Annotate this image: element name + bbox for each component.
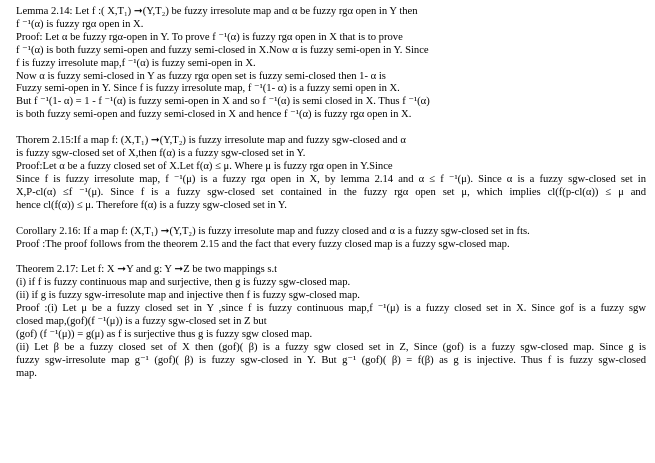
- theorem-2-17: [16, 264, 646, 380]
- corollary-2-16: [16, 226, 646, 252]
- theorem-2-15: [16, 135, 646, 212]
- lemma-2-14: [16, 6, 646, 122]
- theorem-line: hence cl(f(α)) ≤ μ. Therefore f(α) is a fuzzy sgw-closed set in Y.: [16, 199, 287, 211]
- lemma-line: But f ⁻¹(1- α) = 1 - f ⁻¹(α) is fuzzy semi-open in X and so f ⁻¹(α) is semi closed in X. Thus f ⁻¹(α): [16, 96, 430, 108]
- corollary-line: Proof :The proof follows from the theorem 2.15 and the fact that every fuzzy closed map is a fuzzy sgw-closed map.: [16, 238, 510, 250]
- theorem-line: X,P-cl(α) ≤f ⁻¹(μ). Since f is a fuzzy sgw-closed set contained in the fuzzy rgα open set μ, which implies cl(f(p-cl(α)) ≤ μ and: [16, 186, 646, 198]
- theorem-line: (ii) if g is fuzzy sgw-irresolute map and injective then f is fuzzy sgw-closed map.: [16, 290, 360, 302]
- theorem-line: map.: [16, 367, 37, 379]
- lemma-line: Now α is fuzzy semi-closed in Y as fuzzy rgα open set is fuzzy semi-closed then 1- α is: [16, 70, 386, 82]
- lemma-line: Fuzzy semi-open in Y. Since f is fuzzy irresolute map, f ⁻¹(1- α) is a fuzzy semi open in X.: [16, 83, 400, 95]
- theorem-line: Proof:Let α be a fuzzy closed set of X.Let f(α) ≤ μ. Where μ is fuzzy rgα open in Y.Since: [16, 160, 393, 172]
- theorem-line: closed map,(gof)(f ⁻¹(μ)) is a fuzzy sgw-closed set in Z but: [16, 316, 267, 328]
- lemma-line: Proof: Let α be fuzzy rgα-open in Y. To prove f ⁻¹(α) is fuzzy rgα open in X that is to prove: [16, 31, 403, 43]
- lemma-line: f ⁻¹(α) is fuzzy rgα open in X.: [16, 18, 144, 30]
- lemma-line: f ⁻¹(α) is both fuzzy semi-open and fuzzy semi-closed in X.Now α is fuzzy semi-open in Y. Since: [16, 44, 429, 56]
- theorem-line: fuzzy sgw-irresolute map g⁻¹ (gof)( β) is fuzzy sgw-closed in Y. But g⁻¹ (gof)( β) = f(β) as g is injective. Thus f is fuzzy sgw-closed: [16, 354, 646, 366]
- corollary-line: Corollary 2.16: If a map f: (X,T₁) ➞(Y,T₂) is fuzzy irresolute map and fuzzy closed and α is a fuzzy sgw-closed set in fts.: [16, 225, 530, 237]
- theorem-line: Since f is fuzzy irresolute map, f ⁻¹(μ) is a fuzzy rgα open in X, by lemma 2.14 and α ≤ f ⁻¹(μ). Since α is a fuzzy sgw-closed set in: [16, 173, 646, 185]
- theorem-line: (gof) (f ⁻¹(μ)) = g(μ) as f is surjective thus g is fuzzy sgw closed map.: [16, 328, 313, 340]
- theorem-line: Thorem 2.15:If a map f: (X,T₁) ➞(Y,T₂) is fuzzy irresolute map and fuzzy sgw-closed and α: [16, 135, 406, 147]
- lemma-line: is both fuzzy semi-open and fuzzy semi-closed in X and hence f ⁻¹(α) is fuzzy rgα open in X.: [16, 109, 412, 121]
- theorem-line: Proof :(i) Let μ be a fuzzy closed set in Y ,since f is fuzzy continuous map,f ⁻¹(μ) is a fuzzy closed set in X. Since gof is a fuzzy sgw: [16, 303, 646, 315]
- theorem-line: is fuzzy sgw-closed set of X,then f(α) is a fuzzy sgw-closed set in Y.: [16, 148, 306, 160]
- lemma-line: Lemma 2.14: Let f :( X,T₁) ➞(Y,T₂) be fuzzy irresolute map and α be fuzzy rgα open in Y then: [16, 6, 418, 17]
- lemma-line: f is fuzzy irresolute map,f ⁻¹(α) is fuzzy semi-open in X.: [16, 57, 256, 69]
- theorem-line: Theorem 2.17: Let f: X ➞Y and g: Y ➞Z be two mappings s.t: [16, 264, 278, 276]
- theorem-line: (ii) Let β be a fuzzy closed set of X then (gof)( β) is a fuzzy sgw closed set in Z, Since (gof) is a fuzzy sgw-closed map. Since g is: [16, 341, 646, 353]
- theorem-line: (i) if f is fuzzy continuous map and surjective, then g is fuzzy sgw-closed map.: [16, 277, 351, 289]
- document-page: [16, 6, 646, 394]
